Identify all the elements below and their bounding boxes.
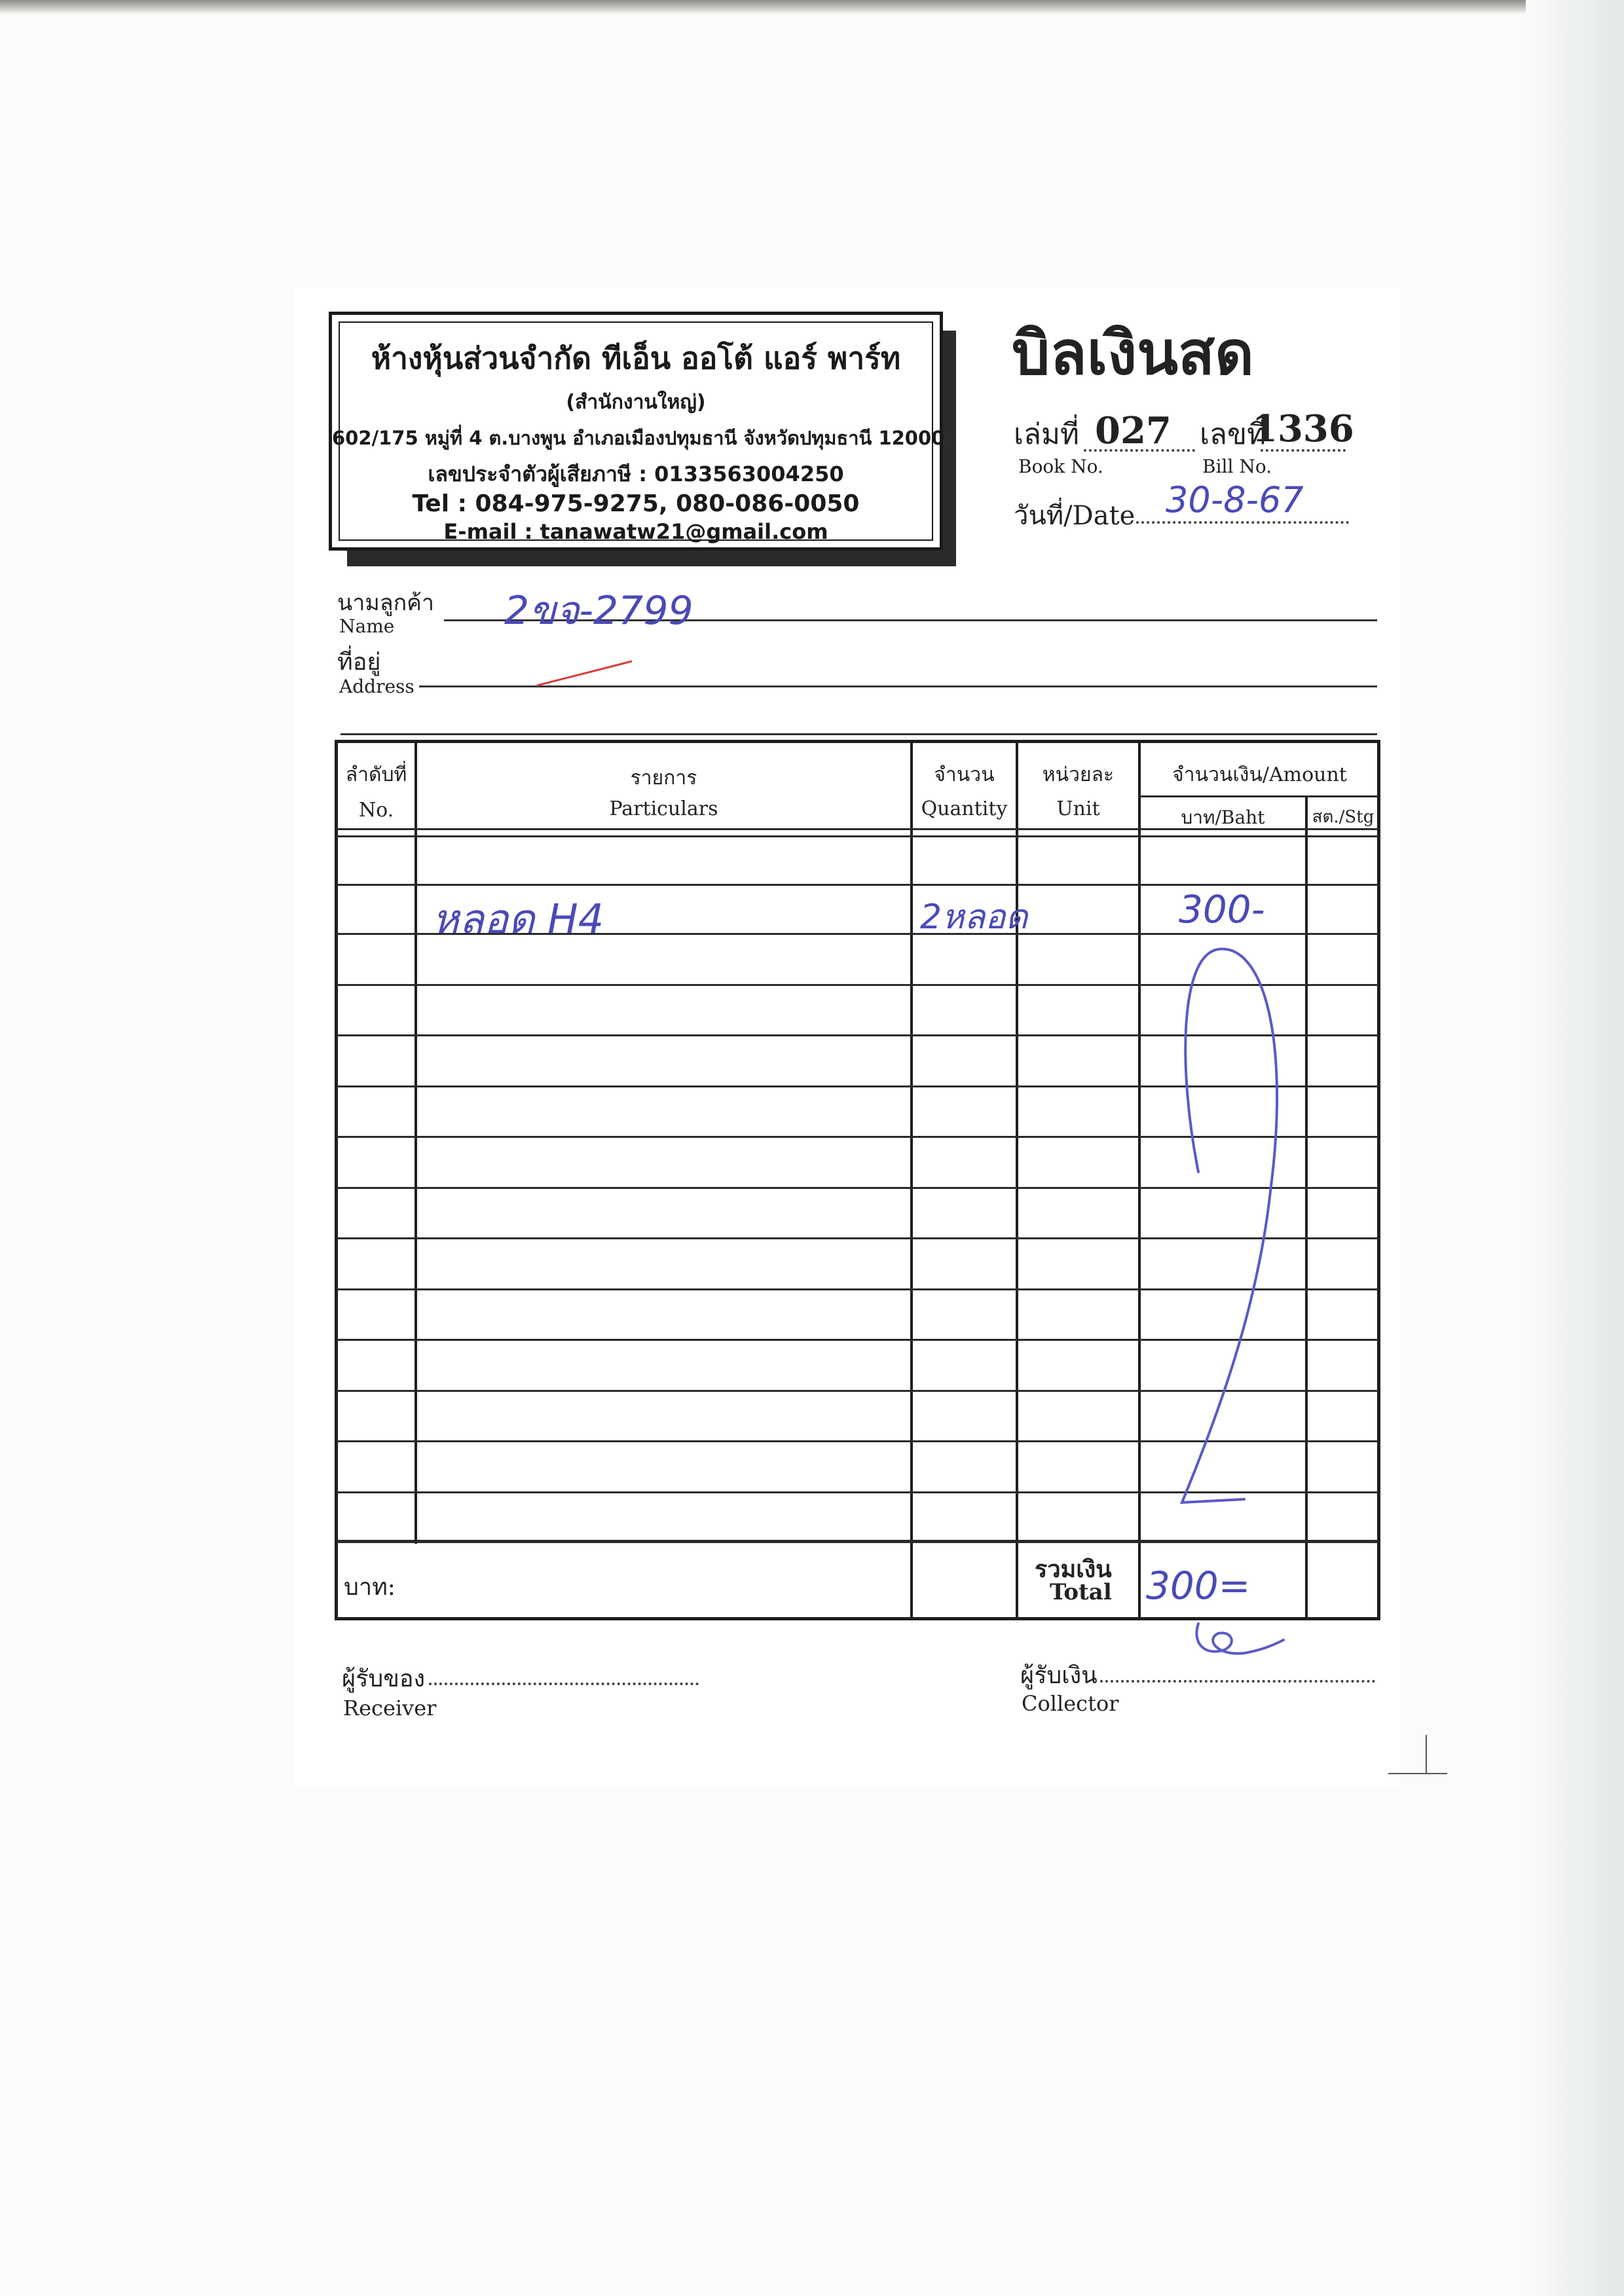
total-value: 300= (1146, 1563, 1251, 1608)
company-name: ห้างหุ้นส่วนจำกัด ทีเอ็น ออโต้ แอร์ พาร์ท (371, 340, 901, 376)
address-label-th: ที่อยู่ (337, 649, 381, 676)
header-particulars-en: Particulars (609, 797, 718, 820)
date-label: วันที่/Date (1014, 501, 1135, 531)
receiver-label-en: Receiver (343, 1696, 437, 1721)
book-label-en: Book No. (1018, 456, 1103, 477)
total-signature-mark (1179, 1604, 1290, 1663)
crop-mark-v (1426, 1735, 1427, 1774)
book-number: 027 (1095, 409, 1172, 452)
name-label-th: นามลูกค้า (337, 590, 435, 616)
row-line (337, 884, 1378, 886)
table-body-bottom (337, 1540, 1378, 1543)
book-label-th: เล่มที่ (1014, 418, 1080, 451)
bill-label-th: เลขที่ (1200, 418, 1266, 451)
document-title: บิลเงินสด (1012, 318, 1254, 388)
total-label-en: Total (1050, 1579, 1112, 1605)
item-particulars: หลอด H4 (432, 895, 604, 943)
customer-name: 2ขจ-2799 (504, 588, 693, 634)
item-baht: 300- (1179, 887, 1265, 932)
baht-words-label: บาท: (344, 1574, 396, 1601)
date-line (1136, 521, 1349, 524)
company-address: 602/175 หมู่ที่ 4 ต.บางพูน อำเภอเมืองปทุมธานี จังหวัดปทุมธานี 12000 (332, 427, 945, 449)
col-divider-unit (1138, 742, 1141, 1619)
company-tax-id: เลขประจำตัวผู้เสียภาษี : 0133563004250 (428, 462, 844, 486)
header-satang: สต./Stg (1312, 807, 1375, 827)
receiver-label-th: ผู้รับของ (342, 1666, 426, 1692)
scan-edge-right (1526, 0, 1624, 2296)
col-divider-qty (1016, 742, 1018, 1619)
date-value: 30-8-67 (1166, 479, 1304, 520)
crop-mark-h (1388, 1773, 1447, 1774)
company-tel: Tel : 084-975-9275, 080-086-0050 (412, 490, 860, 517)
header-particulars-th: รายการ (630, 767, 697, 790)
pen-strikethrough (1153, 943, 1310, 1519)
item-quantity: 2หลอด (920, 898, 1028, 937)
col-divider-no (415, 742, 417, 1544)
header-baht: บาท/Baht (1181, 807, 1265, 828)
name-label-en: Name (339, 615, 395, 637)
company-branch: (สำนักงานใหญ่) (566, 391, 706, 414)
header-amount: จำนวนเงิน/Amount (1172, 763, 1347, 786)
header-no-th: ลำดับที่ (345, 763, 407, 786)
header-qty-th: จำนวน (934, 763, 995, 786)
company-email: E-mail : tanawatw21@gmail.com (443, 519, 828, 544)
amount-subheader-line (1139, 795, 1378, 797)
header-unit-th: หน่วยละ (1042, 763, 1115, 786)
collector-label-en: Collector (1022, 1691, 1119, 1716)
header-qty-en: Quantity (921, 797, 1008, 820)
bill-label-en: Bill No. (1202, 456, 1272, 477)
col-divider-particulars (910, 742, 913, 1619)
red-pen-stroke (534, 656, 638, 689)
total-label-th: รวมเงิน (1035, 1556, 1112, 1583)
header-rule-2 (337, 835, 1378, 837)
header-unit-en: Unit (1056, 797, 1100, 820)
company-header (329, 312, 943, 551)
scan-edge-top (0, 0, 1624, 14)
collector-line (1100, 1680, 1375, 1683)
bill-number: 1336 (1252, 407, 1354, 450)
collector-label-th: ผู้รับเงิน (1020, 1662, 1098, 1689)
address-line-2 (341, 733, 1377, 735)
header-no-en: No. (358, 799, 394, 822)
receiver-line (429, 1683, 699, 1685)
address-label-en: Address (339, 676, 415, 697)
